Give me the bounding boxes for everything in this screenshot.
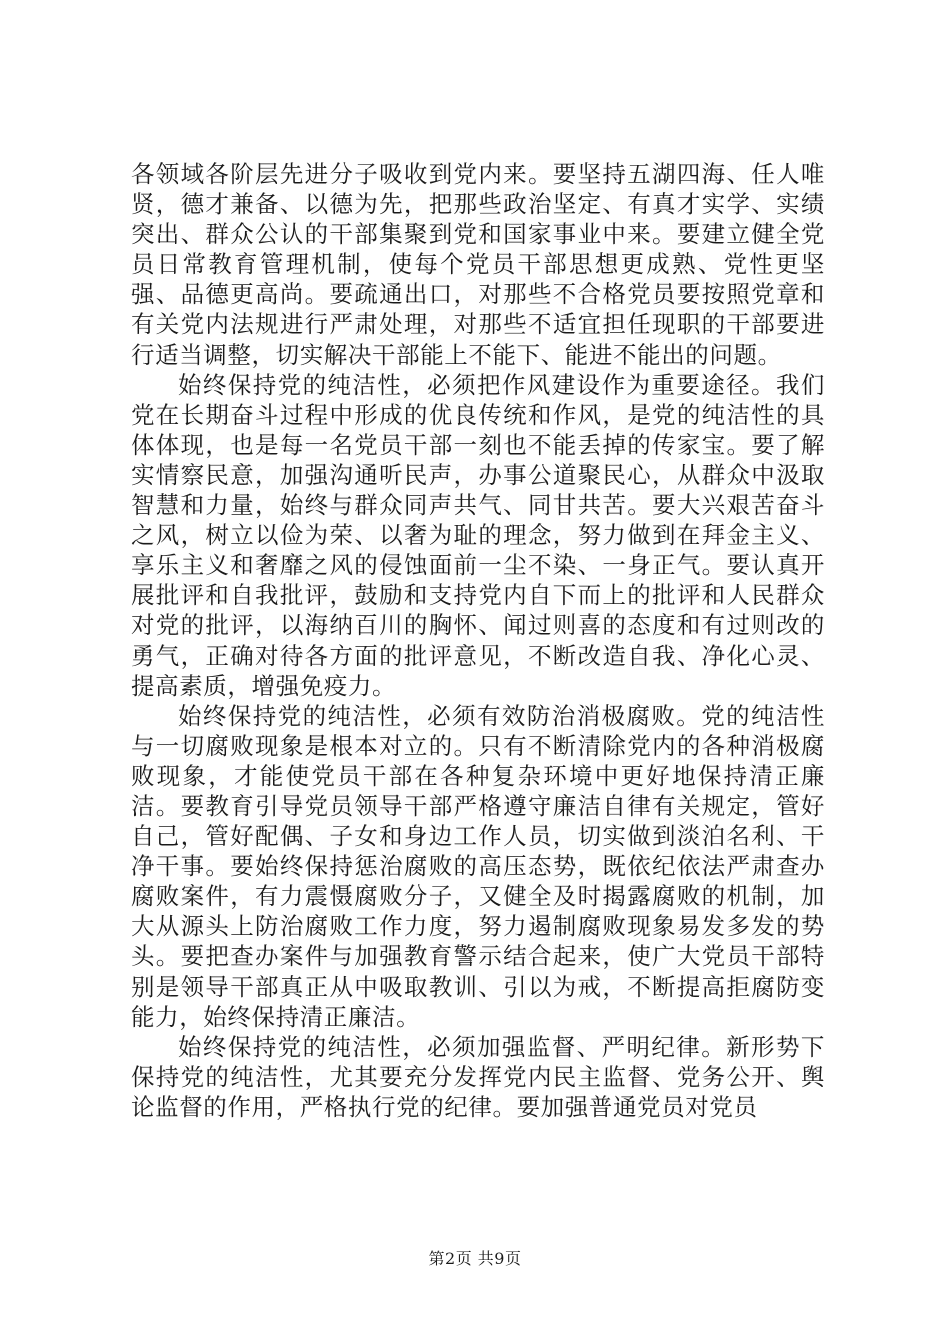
document-body: [131, 159, 825, 1122]
paragraph-anti-corruption: 始终保持党的纯洁性，必须有效防治消极腐败。党的纯洁性与一切腐败现象是根本对立的。只有不断清除党内的各种消极腐败现象，才能使党员干部在各种复杂环境中更好地保持清正廉洁。要教育引导党员领导干部严格遵守廉洁自律有关规定，管好自己，管好配偶、子女和身边工作人员，切实做到淡泊名利、干净干事。要始终保持惩治腐败的高压态势，既依纪依法严肃查办腐败案件，有力震慑腐败分子，又健全及时揭露腐败的机制，加大从源头上防治腐败工作力度，努力遏制腐败现象易发多发的势头。要把查办案件与加强教育警示结合起来，使广大党员干部特别是领导干部真正从中吸取教训、引以为戒，不断提高拒腐防变能力，始终保持清正廉洁。: [131, 701, 825, 1031]
page-number-footer: 第2页 共9页: [428, 1249, 522, 1268]
paragraph-continuation: 各领域各阶层先进分子吸收到党内来。要坚持五湖四海、任人唯贤，德才兼备、以德为先，把那些政治坚定、有真才实学、实绩突出、群众公认的干部集聚到党和国家事业中来。要建立健全党员日常教育管理机制，使每个党员干部思想更成熟、党性更坚强、品德更高尚。要疏通出口，对那些不合格党员要按照党章和有关党内法规进行严肃处理，对那些不适宜担任现职的干部要进行适当调整，切实解决干部能上不能下、能进不能出的问题。: [131, 160, 825, 369]
paragraph-style-building: 始终保持党的纯洁性，必须把作风建设作为重要途径。我们党在长期奋斗过程中形成的优良传统和作风，是党的纯洁性的具体体现，也是每一名党员干部一刻也不能丢掉的传家宝。要了解实情察民意，加强沟通听民声，办事公道聚民心，从群众中汲取智慧和力量，始终与群众同声共气、同甘共苦。要大兴艰苦奋斗之风，树立以俭为荣、以奢为耻的理念，努力做到在拜金主义、享乐主义和奢靡之风的侵蚀面前一尘不染、一身正气。要认真开展批评和自我批评，鼓励和支持党内自下而上的批评和人民群众对党的批评，以海纳百川的胸怀、闻过则喜的态度和有过则改的勇气，正确对待各方面的批评意见，不断改造自我、净化心灵、提高素质，增强免疫力。: [131, 370, 825, 700]
paragraph-supervision: 始终保持党的纯洁性，必须加强监督、严明纪律。新形势下保持党的纯洁性，尤其要充分发挥党内民主监督、党务公开、舆论监督的作用，严格执行党的纪律。要加强普通党员对党员: [131, 1032, 825, 1121]
